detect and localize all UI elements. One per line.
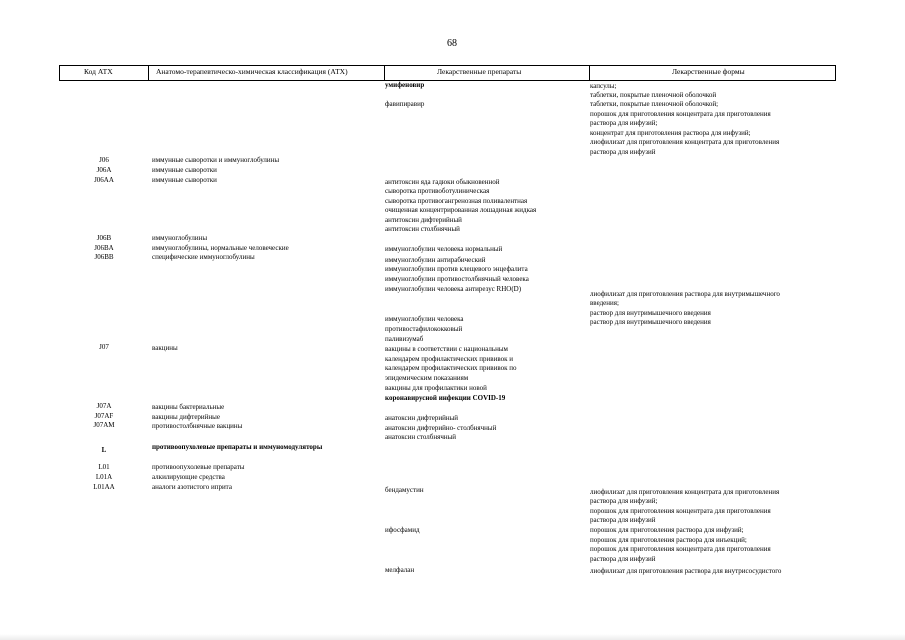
form-text: лиофилизат для приготовления концентрата для приготовления bbox=[590, 138, 780, 146]
drug-name: эпидемическим показаниям bbox=[385, 374, 469, 382]
atc-class: специфические иммуноглобулины bbox=[152, 253, 255, 261]
form-text: порошок для приготовления концентрата для приготовления bbox=[590, 110, 771, 118]
drug-name: антитоксин столбнячный bbox=[385, 225, 460, 233]
atc-code: J07A bbox=[96, 402, 112, 410]
form-text: порошок для приготовления раствора для инфузий; bbox=[590, 526, 744, 534]
atc-code: J07AF bbox=[94, 412, 114, 420]
atc-code: J07 bbox=[99, 343, 109, 351]
form-text: раствора для инфузий bbox=[590, 148, 656, 156]
atc-class: иммунные сыворотки bbox=[152, 176, 217, 184]
drug-name: иммуноглобулин человека нормальный bbox=[385, 245, 503, 253]
atc-code: L01A bbox=[95, 473, 113, 481]
drug-name: иммуноглобулин антирабический bbox=[385, 256, 486, 264]
form-text: таблетки, покрытые пленочной оболочкой; bbox=[590, 100, 719, 108]
atc-code: L01 bbox=[98, 463, 110, 471]
drug-name: сыворотка противогангренозная поливалентная bbox=[385, 197, 528, 205]
form-text: лиофилизат для приготовления раствора для внутримышечного bbox=[590, 290, 780, 298]
form-text: введения; bbox=[590, 299, 619, 307]
drug-name: иммуноглобулин человека антирезус RHO(D) bbox=[385, 285, 522, 293]
drug-name: антитоксин дифтерийный bbox=[385, 216, 462, 224]
drug-name: фавипиравир bbox=[385, 100, 425, 108]
drug-name: анатоксин дифтерийный bbox=[385, 414, 459, 422]
header-divider bbox=[835, 65, 836, 80]
drug-name: противостафилококковый bbox=[385, 325, 463, 333]
header-class: Анатомо-терапевтическо-химическая классификация (АТХ) bbox=[156, 67, 348, 76]
header-divider bbox=[589, 65, 590, 80]
drug-name: ифосфамид bbox=[385, 526, 420, 534]
drug-name: вакцины в соответствии с национальным bbox=[385, 345, 508, 353]
form-text: таблетки, покрытые пленочной оболочкой bbox=[590, 91, 717, 99]
drug-name: анатоксин столбнячный bbox=[385, 433, 457, 441]
drug-name: календарем профилактических прививок по bbox=[385, 364, 517, 372]
drug-name: бендамустин bbox=[385, 486, 424, 494]
form-text: концентрат для приготовления раствора для инфузий; bbox=[590, 129, 751, 137]
atc-code: J06B bbox=[96, 234, 112, 242]
form-text: лиофилизат для приготовления концентрата для приготовления bbox=[590, 488, 780, 496]
atc-class: алкилирующие средства bbox=[152, 473, 225, 481]
drug-name: антитоксин яда гадюки обыкновенной bbox=[385, 178, 500, 186]
header-divider bbox=[148, 65, 149, 80]
drug-name: иммуноглобулин человека bbox=[385, 315, 464, 323]
form-text: порошок для приготовления концентрата для приготовления bbox=[590, 507, 771, 515]
atc-code: J06AA bbox=[94, 176, 114, 184]
atc-class: вакцины дифтерийные bbox=[152, 413, 220, 421]
drug-name: очищенная концентрированная лошадиная жидкая bbox=[385, 206, 537, 214]
atc-code: J06 bbox=[99, 156, 109, 164]
form-text: лиофилизат для приготовления раствора для внутрисосудистого bbox=[590, 567, 782, 575]
header-drugs: Лекарственные препараты bbox=[437, 67, 522, 76]
header-code: Код АТХ bbox=[84, 67, 113, 76]
atc-class: иммунные сыворотки bbox=[152, 166, 217, 174]
drug-name: сыворотка противоботулиническая bbox=[385, 187, 490, 195]
drug-name: вакцины для профилактики новой bbox=[385, 384, 487, 392]
atc-class: иммуноглобулины bbox=[152, 234, 208, 242]
atc-class: иммунные сыворотки и иммуноглобулины bbox=[152, 156, 280, 164]
atc-class: вакцины бактериальные bbox=[152, 403, 225, 411]
form-text: раствора для инфузий; bbox=[590, 119, 658, 127]
form-text: порошок для приготовления раствора для инъекций; bbox=[590, 536, 747, 544]
atc-class: иммуноглобулины, нормальные человеческие bbox=[152, 244, 289, 252]
header-divider bbox=[59, 65, 60, 80]
form-text: раствора для инфузий; bbox=[590, 497, 658, 505]
form-text: капсулы; bbox=[590, 82, 617, 90]
form-text: раствор для внутримышечного введения bbox=[590, 318, 711, 326]
header-divider bbox=[384, 65, 385, 80]
atc-code: J07AM bbox=[93, 421, 115, 429]
atc-class: противостолбнячные вакцины bbox=[152, 422, 243, 430]
page-bottom-edge bbox=[0, 634, 905, 640]
drug-name: коронавирусной инфекции COVID-19 bbox=[385, 394, 506, 402]
page-number: 68 bbox=[447, 38, 457, 49]
atc-class: противоопухолевые препараты bbox=[152, 463, 245, 471]
atc-class: противоопухолевые препараты и иммуномодуляторы bbox=[152, 443, 323, 451]
header-forms: Лекарственные формы bbox=[672, 67, 745, 76]
drug-name: иммуноглобулин против клещевого энцефалита bbox=[385, 265, 528, 273]
atc-code: J06BA bbox=[94, 244, 114, 252]
atc-code: L bbox=[101, 446, 107, 454]
atc-code: J06BB bbox=[94, 253, 114, 261]
header-bottom-border bbox=[59, 80, 836, 81]
form-text: раствора для инфузий bbox=[590, 516, 656, 524]
form-text: раствора для инфузий bbox=[590, 555, 656, 563]
drug-name: иммуноглобулин противостолбнячный человека bbox=[385, 275, 529, 283]
atc-code: L01AA bbox=[93, 483, 115, 491]
drug-name: умифеновир bbox=[385, 81, 425, 89]
form-text: раствор для внутримышечного введения bbox=[590, 309, 711, 317]
form-text: порошок для приготовления концентрата для приготовления bbox=[590, 545, 771, 553]
header-top-border bbox=[59, 65, 836, 66]
atc-class: аналоги азотистого иприта bbox=[152, 483, 232, 491]
drug-name: паливизумаб bbox=[385, 335, 424, 343]
atc-code: J06A bbox=[96, 166, 112, 174]
drug-name: календарем профилактических прививок и bbox=[385, 355, 514, 363]
atc-class: вакцины bbox=[152, 344, 178, 352]
drug-name: мелфалан bbox=[385, 566, 415, 574]
drug-name: анатоксин дифтерийно- столбнячный bbox=[385, 424, 497, 432]
